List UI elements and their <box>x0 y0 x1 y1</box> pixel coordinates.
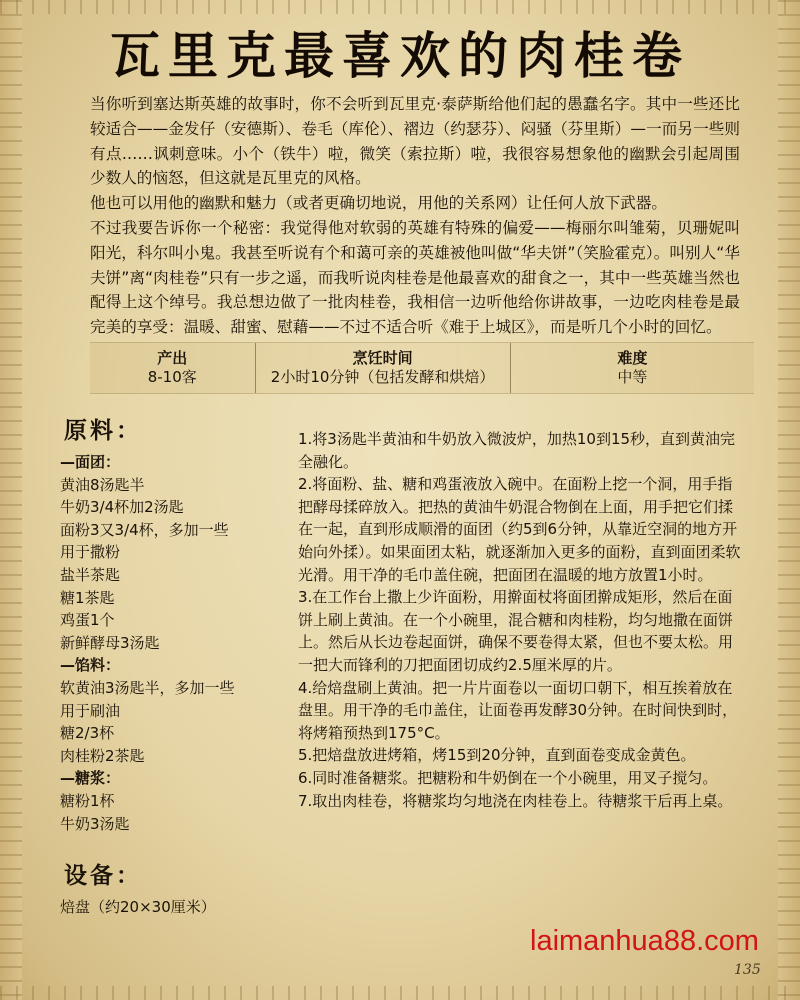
servings-value: 8-10客 <box>147 368 197 386</box>
difficulty-column <box>510 343 754 393</box>
ingredient-item: 软黄油3汤匙半，多加一些 <box>60 678 235 697</box>
instruction-step: 4.给焙盘刷上黄油。把一片片面卷以一面切口朝下，相互挨着放在盘里。用干净的毛巾盖住，让面卷再发酵30分钟。在时间快到时，将烤箱预热到175°C。 <box>298 678 738 742</box>
instruction-step: 2.将面粉、盐、糖和鸡蛋液放入碗中。在面粉上挖一个洞，用手指把酵母揉碎放入。把热的黄油牛奶混合物倒在上面，用手把它们揉在一起，直到形成顺滑的面团（约5到6分钟，从靠近空洞的地方开始向外揉）。如果面团太粘，就逐渐加入更多的面粉，直到面团柔软光滑。用干净的毛巾盖住碗，把面团在温暖的地方放置1小时。 <box>298 475 741 584</box>
instruction-step: 6.同时准备糖浆。把糖粉和牛奶倒在一个小碗里，用叉子搅匀。 <box>298 768 718 787</box>
equipment-title: 设备： <box>64 862 142 890</box>
ingredient-item: 牛奶3/4杯加2汤匙 <box>60 498 184 517</box>
ingredient-item: 糖1茶匙 <box>60 588 115 607</box>
page-title: 瓦里克最喜欢的肉桂卷 <box>110 26 690 85</box>
ingredient-group-heading: —糖浆： <box>60 769 121 788</box>
time-column <box>255 343 510 393</box>
time-label: 烹饪时间 <box>352 349 413 367</box>
ingredient-item: 新鲜酵母3汤匙 <box>60 633 160 652</box>
instruction-step: 5.把焙盘放进烤箱，烤15到20分钟，直到面卷变成金黄色。 <box>298 746 696 765</box>
intro-text <box>90 92 740 340</box>
ingredient-group-heading: —面团： <box>60 453 121 471</box>
ingredient-item: 黄油8汤匙半 <box>60 475 145 494</box>
instruction-step: 7.取出肉桂卷，将糖浆均匀地浇在肉桂卷上。待糖浆干后再上桌。 <box>298 791 733 810</box>
decorative-border-top <box>0 0 800 14</box>
time-value: 2小时10分钟（包括发酵和烘焙） <box>270 368 495 386</box>
decorative-border-right <box>778 0 800 1000</box>
ingredients-title: 原料： <box>64 417 142 444</box>
intro-paragraph: 当你听到塞达斯英雄的故事时，你不会听到瓦里克·泰萨斯给他们起的愚蠢名字。其中一些还比较适合——金发仔（安德斯）、卷毛（库伦）、褶边（约瑟芬）、闷骚（芬里斯）—一而另一些则有点……讽刺意味。小个（铁牛）啦，微笑（索拉斯）啦，我很容易想象他的幽默会引起周围少数人的恼怒，但这就是瓦里克的风格。 <box>90 95 740 188</box>
instructions-section <box>298 428 746 812</box>
instruction-step: 3.在工作台上撒上少许面粉，用擀面杖将面团擀成矩形，然后在面饼上刷上黄油。在一个小碗里，混合糖和肉桂粉，均匀地撒在面饼上。然后从长边卷起面饼，确保不要卷得太紧，但也不要太松。用一把大而锋利的刀把面团切成约2.5厘米厚的片。 <box>298 588 734 674</box>
decorative-border-left <box>0 0 22 1000</box>
intro-paragraph: 他也可以用他的幽默和魅力（或者更确切地说，用他的关系网）让任何人放下武器。 <box>90 194 667 213</box>
intro-paragraph: 不过我要告诉你一个秘密：我觉得他对软弱的英雄有特殊的偏爱——梅丽尔叫雏菊，贝珊妮叫阳光，科尔叫小鬼。我甚至听说有个和蔼可亲的英雄被他叫做“华夫饼”（笑脸霍克）。叫别人“华夫饼”离“肉桂卷”只有一步之遥，而我听说肉桂卷是他最喜欢的甜食之一，其中一些英雄当然也配得上这个绰号。我总想边做了一批肉桂卷，我相信一边听他给你讲故事，一边吃肉桂卷是最完美的享受：温暖、甜蜜、慰藉——不过不适合听《难于上城区》，而是听几个小时的回忆。 <box>90 218 740 337</box>
ingredient-item: 用于刷油 <box>60 701 121 720</box>
equipment-list <box>60 896 290 919</box>
ingredient-item: 肉桂粉2茶匙 <box>60 746 145 765</box>
ingredients-list <box>60 451 290 835</box>
ingredient-item: 用于撒粉 <box>60 543 121 562</box>
steps-list <box>298 428 746 812</box>
ingredient-item: 面粉3又3/4杯，多加一些 <box>60 520 229 539</box>
ingredient-item: 糖2/3杯 <box>60 724 115 743</box>
servings-label: 产出 <box>157 349 188 367</box>
watermark: laimanhua88.com <box>530 925 759 957</box>
servings-column <box>90 343 255 393</box>
decorative-border-bottom <box>0 986 800 1000</box>
ingredient-group-heading: —馅料： <box>60 656 121 675</box>
difficulty-value: 中等 <box>617 368 648 386</box>
page-number: 135 <box>734 962 761 978</box>
difficulty-label: 难度 <box>617 349 648 367</box>
ingredient-item: 糖粉1杯 <box>60 791 115 810</box>
instruction-step: 1.将3汤匙半黄油和牛奶放入微波炉，加热10到15秒，直到黄油完全融化。 <box>298 430 736 471</box>
ingredient-item: 盐半茶匙 <box>60 565 121 584</box>
ingredients-section <box>60 412 290 919</box>
ingredient-item: 牛奶3汤匙 <box>60 814 130 833</box>
ingredient-item: 鸡蛋1个 <box>60 611 115 630</box>
recipe-info-bar <box>90 342 754 394</box>
equipment-item: 焙盘（约20×30厘米） <box>60 898 216 917</box>
